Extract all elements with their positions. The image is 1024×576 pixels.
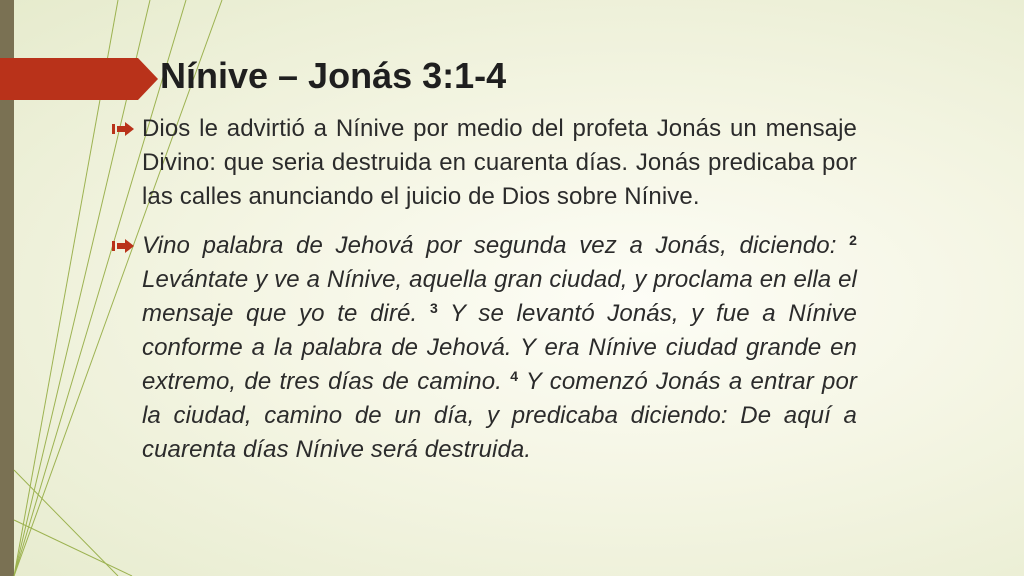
right-arrow-bullet-icon (112, 122, 134, 136)
verse-number: 4 (510, 368, 519, 384)
scripture-text: Y se levantó Jonás, y fue a Nínive conforme a la palabra de Jehová. Y era Nínive ciudad grande en extremo, de tres días de camino. (142, 300, 857, 395)
scripture-text: Y comenzó Jonás a entrar por la ciudad, camino de un día, y predicaba diciendo: De aquí a cuarenta días Nínive será destruida. (142, 368, 857, 463)
right-arrow-bullet-icon (112, 239, 134, 253)
deco-line (14, 520, 132, 576)
bullet-list (112, 112, 857, 467)
verse-number: 2 (849, 232, 857, 248)
scripture-text: Levántate y ve a Nínive, aquella gran ciudad, y proclama en ella el mensaje que yo te diré. (142, 266, 857, 327)
title-accent-band (0, 58, 158, 100)
bullet-text: Dios le advirtió a Nínive por medio del profeta Jonás un mensaje Divino: que seria destruida en cuarenta días. Jonás predicaba por las calles anunciando el juicio de Dios sobre Nínive. (142, 115, 857, 210)
bullet-item (112, 112, 857, 214)
verse-number: 3 (429, 300, 438, 316)
bullet-item (112, 229, 857, 467)
slide-title: Nínive – Jonás 3:1-4 (160, 55, 507, 96)
scripture-text: Vino palabra de Jehová por segunda vez a Jonás, diciendo: (142, 232, 850, 259)
